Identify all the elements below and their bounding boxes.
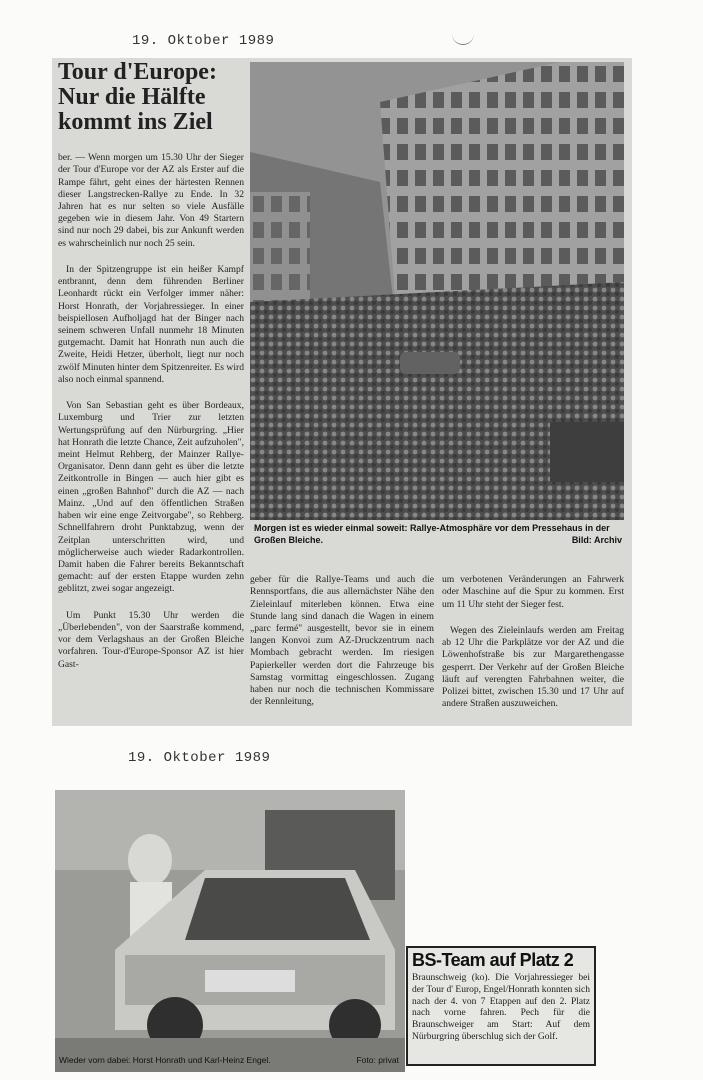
article-column-1: [58, 140, 244, 720]
article-headline: BS-Team auf Platz 2: [412, 950, 574, 970]
photo-caption: [254, 522, 622, 546]
rally-crowd-photo: [250, 62, 624, 520]
photo-credit: Foto: privat: [356, 1055, 399, 1065]
newspaper-clipping-bs-team: [406, 946, 596, 1066]
article-column-2: [250, 562, 434, 722]
photo-caption-car: [59, 1054, 399, 1066]
caption-text: Wieder vorn dabei: Horst Honrath und Karl-Heinz Engel.: [59, 1055, 271, 1065]
paragraph: Wegen des Zieleinlaufs werden am Freitag ab 12 Uhr die Parkplätze vor der AZ und die Löwenhofstraße bis zur Margarethengasse gesperrt. Der Verkehr auf der Großen Bleiche läuft auf verengten Fahrbahnen weiter, die Polizei bittet, zwischen 15.30 und 17 Uhr auf andere Straßen auszuweichen.: [442, 625, 624, 710]
paragraph: geber für die Rallye-Teams und auch die Rennsportfans, die aus allernächster Nähe den Zieleinlauf miterleben können. Etwa eine Stunde lang sind danach die Wagen in einem „parc fermé" ausgestellt, bevor sie in einem langen Konvoi zum AZ-Druckzentrum nach Mombach gebracht werden. Im riesigen Papierkeller werden dort die Fahrzeuge bis Samstag vormittag eingeschlossen. Zugang haben nur noch die technischen Kommissare der Rennleitung,: [250, 574, 434, 708]
article-column-3: [442, 562, 624, 722]
pencil-mark: [452, 34, 474, 45]
newspaper-clipping-photo-car: [55, 790, 405, 1072]
newspaper-clipping-tour-deurope: [52, 58, 632, 726]
caption-text: Morgen ist es wieder einmal soweit: Rallye-Atmosphäre vor dem Pressehaus in der Großen Bleiche.: [254, 523, 610, 545]
date-stamp-bottom: 19. Oktober 1989: [128, 750, 271, 766]
article-body: Braunschweig (ko). Die Vorjahressieger bei der Tour d' Europ, Engel/Honrath konnten sich nach der 4. von 7 Etappen auf den 2. Platz nach vorne fahren. Pech für die Braunschweiger am Start: Auf dem Nürburgring überschlug sich der Golf.: [412, 973, 590, 1042]
paragraph: ber. — Wenn morgen um 15.30 Uhr der Sieger der Tour d'Europe vor der AZ als Erster auf die Rampe fährt, geht eines der härtesten Rennen dieser Langstrecken-Rallye zu Ende. In 32 Jahren hat es nur selten so viele Ausfälle gegeben wie in diesem Jahr. Von 49 Startern sind nur noch 29 dabei, bis zur Ankunft werden es wahrscheinlich nur noch 25 sein.: [58, 152, 244, 249]
date-stamp-top: 19. Oktober 1989: [132, 33, 275, 49]
rally-crowd-image: [250, 62, 624, 520]
paragraph: Um Punkt 15.30 Uhr werden die „Überlebenden", von der Saarstraße kommend, vor dem Verlagshaus an der Großen Bleiche vorfahren. Tour-d'Europe-Sponsor AZ ist hier Gast-: [58, 609, 244, 670]
rally-car-image: [55, 790, 405, 1072]
paragraph: um verbotenen Veränderungen an Fahrwerk oder Maschine auf die Spur zu kommen. Erst um 11 Uhr steht der Sieger fest.: [442, 574, 624, 610]
photo-credit: Bild: Archiv: [571, 535, 622, 545]
paragraph: Von San Sebastian geht es über Bordeaux, Luxemburg und Trier zur letzten Wertungsprüfung auf den Nürburgring. „Hier hat Honrath die letzte Chance, Zeit aufzuholen", meint Helmut Rehberg, der Mainzer Rallye-Organisator. Denn dann geht es über die letzte Zeitkontrolle in Bingen — auch hier gibt es einen „großen Bahnhof" durch die AZ — nach Mainz. „Und auf den öffentlichen Straßen haben wir eine enge Zeitvorgabe", so Rehberg. Schnellfahrern droht Punktabzug, wenn der Zeitplan unterschritten wird, und möglicherweise auch wieder Radarkontrollen. Damit haben die Fahrer bereits Bekanntschaft gemacht: auf der ersten Etappe wurden zehn geblitzt, zwei sogar angezeigt.: [58, 400, 244, 595]
paragraph: In der Spitzengruppe ist ein heißer Kampf entbrannt, denn dem führenden Berliner Leonhardt rückt ein Verfolger immer näher: Horst Honrath, der Vorjahressieger. In einer beispiellosen Aufholjagd hat der Binger nach seinem schweren Unfall nunmehr 18 Minuten gutgemacht. Damit hat Honrath nun auch die Zweite, Heidi Hetzer, überholt, liegt nur noch zwölf Minuten hinter dem Spitzenreiter. Es wird also noch einmal spannend.: [58, 264, 244, 385]
article-headline: Tour d'Europe: Nur die Hälfte kommt ins Ziel: [58, 59, 217, 135]
